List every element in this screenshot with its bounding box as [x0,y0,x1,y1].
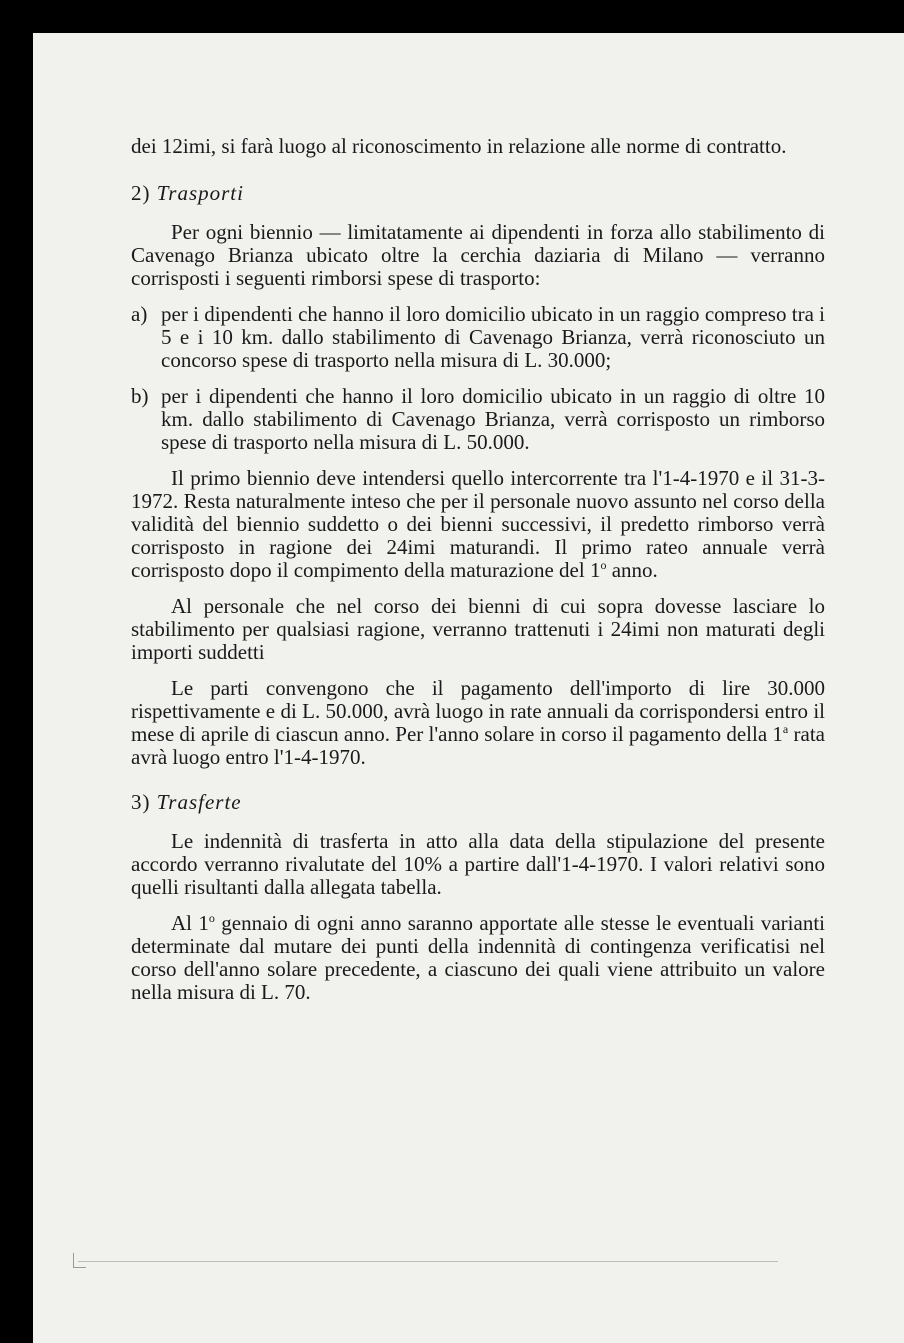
section-heading-trasporti [131,182,825,205]
paragraph-intro: dei 12imi, si farà luogo al riconoscimento in relazione alle norme di contratto. [131,134,787,158]
section-number: 3) [131,790,151,814]
paragraph-trasporti: Per ogni biennio — limitatamente ai dipendenti in forza allo stabilimento di Cavenago Brianza ubicato oltre la cerchia daziaria di Milano — verranno corrisposti i seguenti rimborsi spese di trasporto: [131,220,825,290]
list-item-b [131,385,825,454]
paragraph-trasferte: Le indennità di trasferta in atto alla data della stipulazione del presente accordo verranno rivalutate del 10% a partire dall'1-4-1970. I valori relativi sono quelli risultanti dalla allegata tabella. [131,829,825,899]
superscript: a [782,722,789,736]
list-item-a [131,303,825,372]
text-run: anno. [606,558,658,582]
paragraph-personale: Al personale che nel corso dei bienni di cui sopra dovesse lasciare lo stabilimento per qualsiasi ragione, verranno trattenuti i 24imi non maturati degli importi suddetti [131,594,825,664]
superscript: o [600,558,607,572]
text-run: gennaio di ogni anno saranno apportate alle stesse le eventuali varianti determinate dal mutare dei punti della indennità di contingenza verificatisi nel corso dell'anno solare precedente, a ciascuno dei quali viene attribuito un valore nella misura di L. 70. [131,911,826,1004]
list-label: b) [131,384,149,408]
list-text: per i dipendenti che hanno il loro domicilio ubicato in un raggio compreso tra i 5 e i 10 km. dallo stabilimento di Cavenago Brianza, verrà riconosciuto un concorso spese di trasporto nella misura di L. 30.000; [161,302,825,372]
section-heading-trasferte [131,791,825,814]
text-run: rata avrà luogo entro l'1-4-1970. [131,722,825,769]
list-label: a) [131,302,148,326]
footer-divider [78,1261,778,1262]
superscript: o [208,911,215,925]
section-title: Trasferte [156,790,242,814]
paragraph-parti [131,677,825,769]
section-title: Trasporti [156,181,244,205]
paragraph-gennaio [131,912,825,1004]
list-text: per i dipendenti che hanno il loro domicilio ubicato in un raggio di oltre 10 km. dallo stabilimento di Cavenago Brianza, verrà corrisposto un rimborso spese di trasporto nella misura di L. 50.000. [161,384,825,454]
text-run: Le parti convengono che il pagamento dell'importo di lire 30.000 rispettivamente e di L. 50.000, avrà luogo in rate annuali da corrispondersi entro il mese di aprile di ciascun anno. Per l'anno solare in corso il pagamento della 1 [131,676,825,746]
document-page [33,33,904,1343]
document-body [131,135,825,1004]
text-run: Il primo biennio deve intendersi quello intercorrente tra l'1-4-1970 e il 31-3-1972. Resta naturalmente inteso che per il personale nuovo assunto nel corso della validità del biennio suddetto o dei bienni successivi, il predetto rimborso verrà corrisposto in ragione dei 24imi maturandi. Il primo rateo annuale verrà corrisposto dopo il compimento della maturazione del 1 [131,466,825,582]
text-run: Al 1 [171,911,209,935]
section-number: 2) [131,181,151,205]
paragraph-biennio [131,467,825,582]
